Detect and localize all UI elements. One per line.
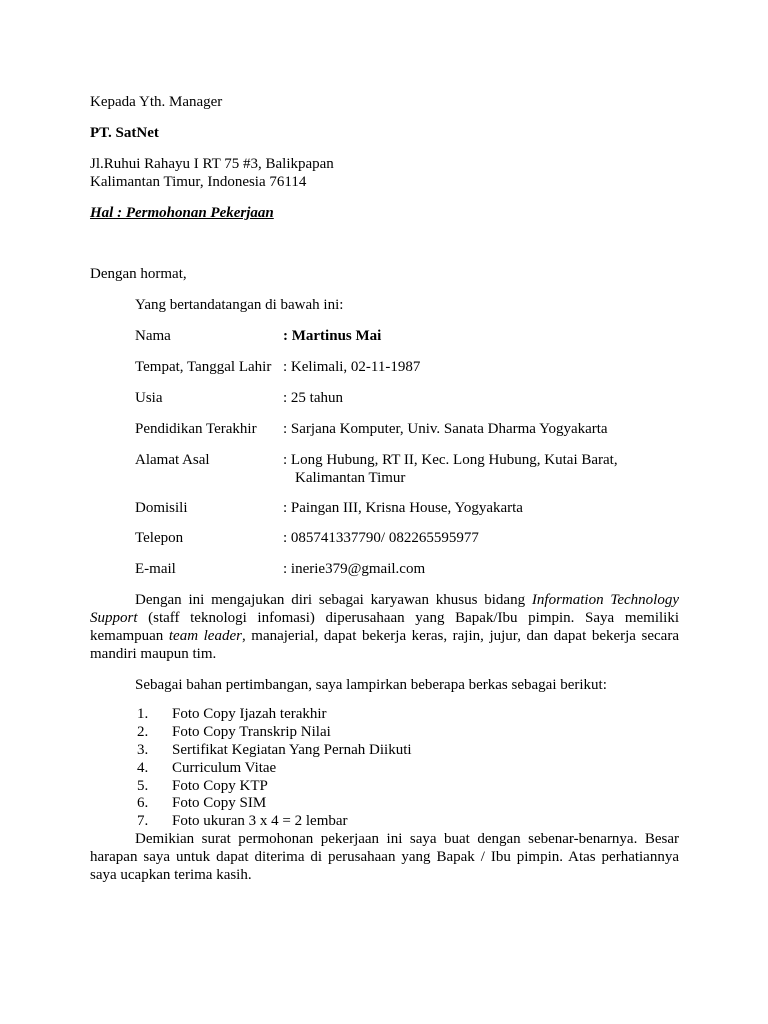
closing-paragraph: Demikian surat permohonan pekerjaan ini saya buat dengan sebenar-benarnya. Besar harapan saya untuk dapat diterima di perusahaan yang Bapak / Ibu pimpin. Atas perhatiannya saya ucapkan terima kasih. bbox=[90, 831, 679, 883]
field-value: : Paingan III, Krisna House, Yogyakarta bbox=[283, 500, 523, 516]
address-line-2: Kalimantan Timur, Indonesia 76114 bbox=[90, 174, 307, 190]
field-value: : Sarjana Komputer, Univ. Sanata Dharma Yogyakarta bbox=[283, 421, 608, 437]
paragraph-italic-text: Information Technology Support bbox=[90, 592, 679, 626]
subject-line: Hal : Permohonan Pekerjaan bbox=[90, 205, 274, 221]
list-number: 3. bbox=[137, 742, 149, 758]
attachments-intro: Sebagai bahan pertimbangan, saya lampirkan beberapa berkas sebagai berikut: bbox=[135, 677, 607, 693]
list-number: 4. bbox=[137, 760, 149, 776]
field-label: Tempat, Tanggal Lahir bbox=[135, 359, 272, 375]
list-item bbox=[137, 794, 266, 812]
list-item bbox=[137, 777, 268, 795]
paragraph-text: (staff teknologi infomasi) diperusahaan yang Bapak/Ibu pimpin. Saya memiliki kemampuan bbox=[90, 610, 679, 644]
list-text: Foto Copy Transkrip Nilai bbox=[172, 724, 331, 740]
list-item bbox=[137, 812, 348, 830]
list-text: Sertifikat Kegiatan Yang Pernah Diikuti bbox=[172, 742, 412, 758]
field-label: Usia bbox=[135, 390, 163, 406]
list-text: Foto Copy SIM bbox=[172, 795, 267, 811]
field-value: : 25 tahun bbox=[283, 390, 343, 406]
field-label: Pendidikan Terakhir bbox=[135, 421, 257, 437]
list-text: Foto Copy KTP bbox=[172, 778, 268, 794]
field-value: : Long Hubung, RT II, Kec. Long Hubung, Kutai Barat, bbox=[283, 452, 618, 468]
field-label: Telepon bbox=[135, 530, 184, 546]
paragraph-text: Dengan ini mengajukan diri sebagai karyawan khusus bidang bbox=[135, 592, 532, 608]
field-value: : Kelimali, 02-11-1987 bbox=[283, 359, 421, 375]
field-label: E-mail bbox=[135, 561, 176, 577]
list-text: Foto Copy Ijazah terakhir bbox=[172, 706, 327, 722]
list-number: 2. bbox=[137, 724, 149, 740]
list-number: 6. bbox=[137, 795, 149, 811]
field-value-continued: Kalimantan Timur bbox=[295, 470, 406, 486]
list-number: 5. bbox=[137, 778, 149, 794]
field-value: : inerie379@gmail.com bbox=[283, 561, 426, 577]
field-label: Domisili bbox=[135, 500, 188, 516]
list-item bbox=[137, 705, 327, 723]
paragraph-italic-text: team leader bbox=[168, 628, 242, 644]
list-text: Curriculum Vitae bbox=[172, 760, 277, 776]
intro-text: Yang bertandatangan di bawah ini: bbox=[135, 297, 344, 313]
address-line-1: Jl.Ruhui Rahayu I RT 75 #3, Balikpapan bbox=[90, 156, 334, 172]
list-text: Foto ukuran 3 x 4 = 2 lembar bbox=[172, 813, 348, 829]
field-value: : Martinus Mai bbox=[283, 328, 382, 344]
list-item bbox=[137, 741, 412, 759]
field-label: Alamat Asal bbox=[135, 452, 210, 468]
recipient-line: Kepada Yth. Manager bbox=[90, 94, 223, 110]
application-paragraph bbox=[90, 591, 679, 663]
field-value: : 085741337790/ 082265595977 bbox=[283, 530, 479, 546]
list-item bbox=[137, 759, 276, 777]
paragraph-text: , manajerial, dapat bekerja keras, rajin, jujur, dan dapat bekerja secara mandiri maupun tim. bbox=[90, 628, 679, 662]
list-item bbox=[137, 723, 331, 741]
greeting: Dengan hormat, bbox=[90, 266, 187, 282]
list-number: 7. bbox=[137, 813, 149, 829]
list-number: 1. bbox=[137, 706, 149, 722]
field-label: Nama bbox=[135, 328, 171, 344]
company-name: PT. SatNet bbox=[90, 125, 159, 141]
